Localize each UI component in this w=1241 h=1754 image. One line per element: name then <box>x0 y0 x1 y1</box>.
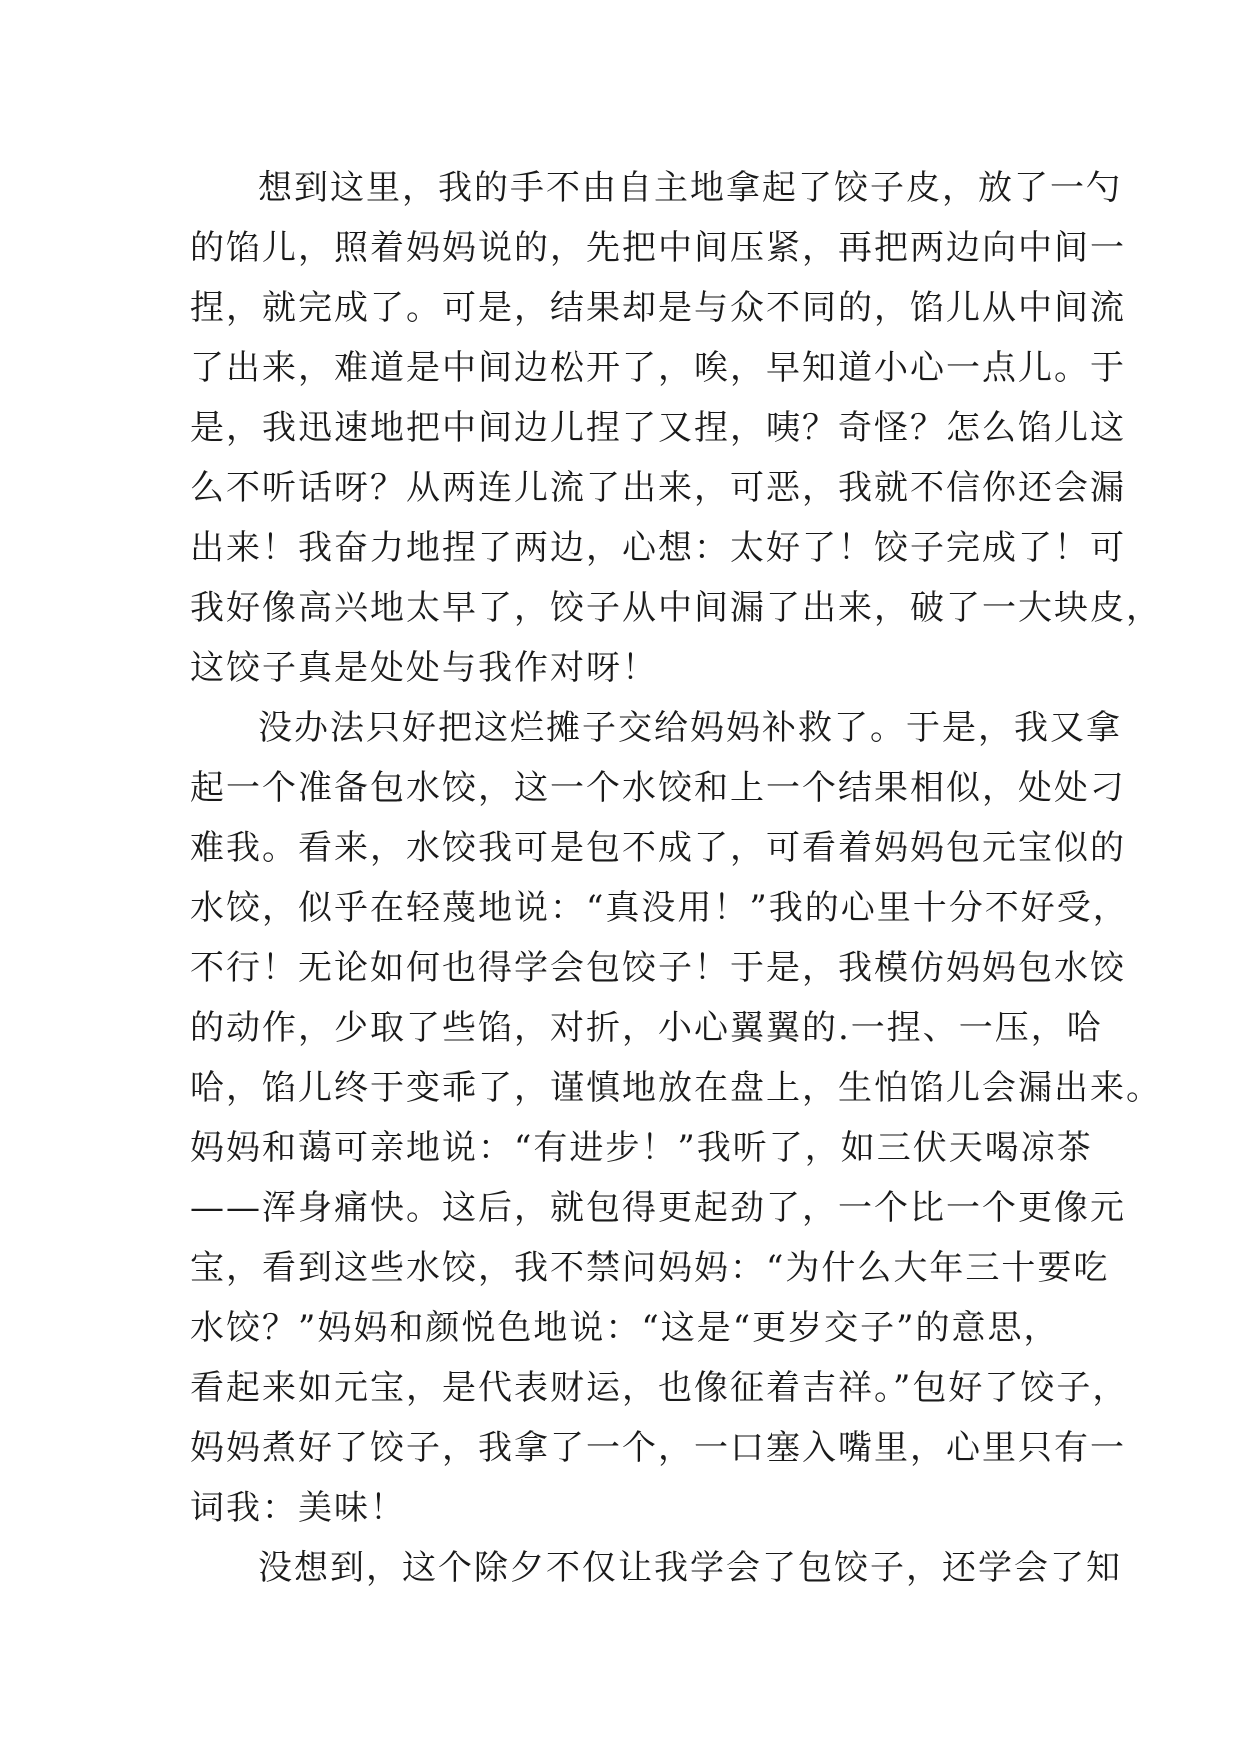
text-line: 的馅儿，照着妈妈说的，先把中间压紧，再把两边向中间一 <box>190 228 1126 268</box>
paragraph-1 <box>190 158 1162 698</box>
text-line: 的动作，少取了些馅，对折，小心翼翼的.一捏、一压，哈 <box>190 1008 1103 1048</box>
text-line: 水饺，似乎在轻蔑地说：“真没用！”我的心里十分不好受， <box>190 888 1129 928</box>
text-line: 没想到，这个除夕不仅让我学会了包饺子，还学会了知 <box>258 1548 1122 1588</box>
text-line: 难我。看来，水饺我可是包不成了，可看着妈妈包元宝似的 <box>190 828 1126 868</box>
text-line: ——浑身痛快。这后，就包得更起劲了，一个比一个更像元 <box>190 1188 1126 1228</box>
text-line: 哈，馅儿终于变乖了，谨慎地放在盘上，生怕馅儿会漏出来。 <box>190 1068 1162 1108</box>
text-line: 么不听话呀？从两连儿流了出来，可恶，我就不信你还会漏 <box>190 468 1126 508</box>
text-line: 词我：美味！ <box>190 1488 406 1528</box>
text-line: 不行！无论如何也得学会包饺子！于是，我模仿妈妈包水饺 <box>190 948 1126 988</box>
text-line: 妈妈煮好了饺子，我拿了一个，一口塞入嘴里，心里只有一 <box>190 1428 1126 1468</box>
paragraph-2 <box>190 698 1162 1538</box>
text-line: 这饺子真是处处与我作对呀！ <box>190 648 658 688</box>
text-line: 捏，就完成了。可是，结果却是与众不同的，馅儿从中间流 <box>190 288 1126 328</box>
text-line: 水饺？”妈妈和颜悦色地说：“这是“更岁交子”的意思， <box>190 1308 1060 1348</box>
text-line: 宝，看到这些水饺，我不禁问妈妈：“为什么大年三十要吃 <box>190 1248 1110 1288</box>
body-text <box>190 158 1162 1598</box>
text-line: 起一个准备包水饺，这一个水饺和上一个结果相似，处处刁 <box>190 768 1126 808</box>
text-line: 妈妈和蔼可亲地说：“有进步！”我听了，如三伏天喝凉茶 <box>190 1128 1093 1168</box>
text-line: 了出来，难道是中间边松开了，唉，早知道小心一点儿。于 <box>190 348 1126 388</box>
text-line: 没办法只好把这烂摊子交给妈妈补救了。于是，我又拿 <box>258 708 1122 748</box>
text-line: 出来！我奋力地捏了两边，心想：太好了！饺子完成了！可 <box>190 528 1126 568</box>
text-line: 想到这里，我的手不由自主地拿起了饺子皮，放了一勺 <box>258 168 1122 208</box>
text-line: 我好像高兴地太早了，饺子从中间漏了出来，破了一大块皮， <box>190 588 1162 628</box>
paragraph-3 <box>190 1538 1122 1598</box>
text-line: 是，我迅速地把中间边儿捏了又捏，咦？奇怪？怎么馅儿这 <box>190 408 1126 448</box>
text-line: 看起来如元宝，是代表财运，也像征着吉祥。”包好了饺子， <box>190 1368 1129 1408</box>
